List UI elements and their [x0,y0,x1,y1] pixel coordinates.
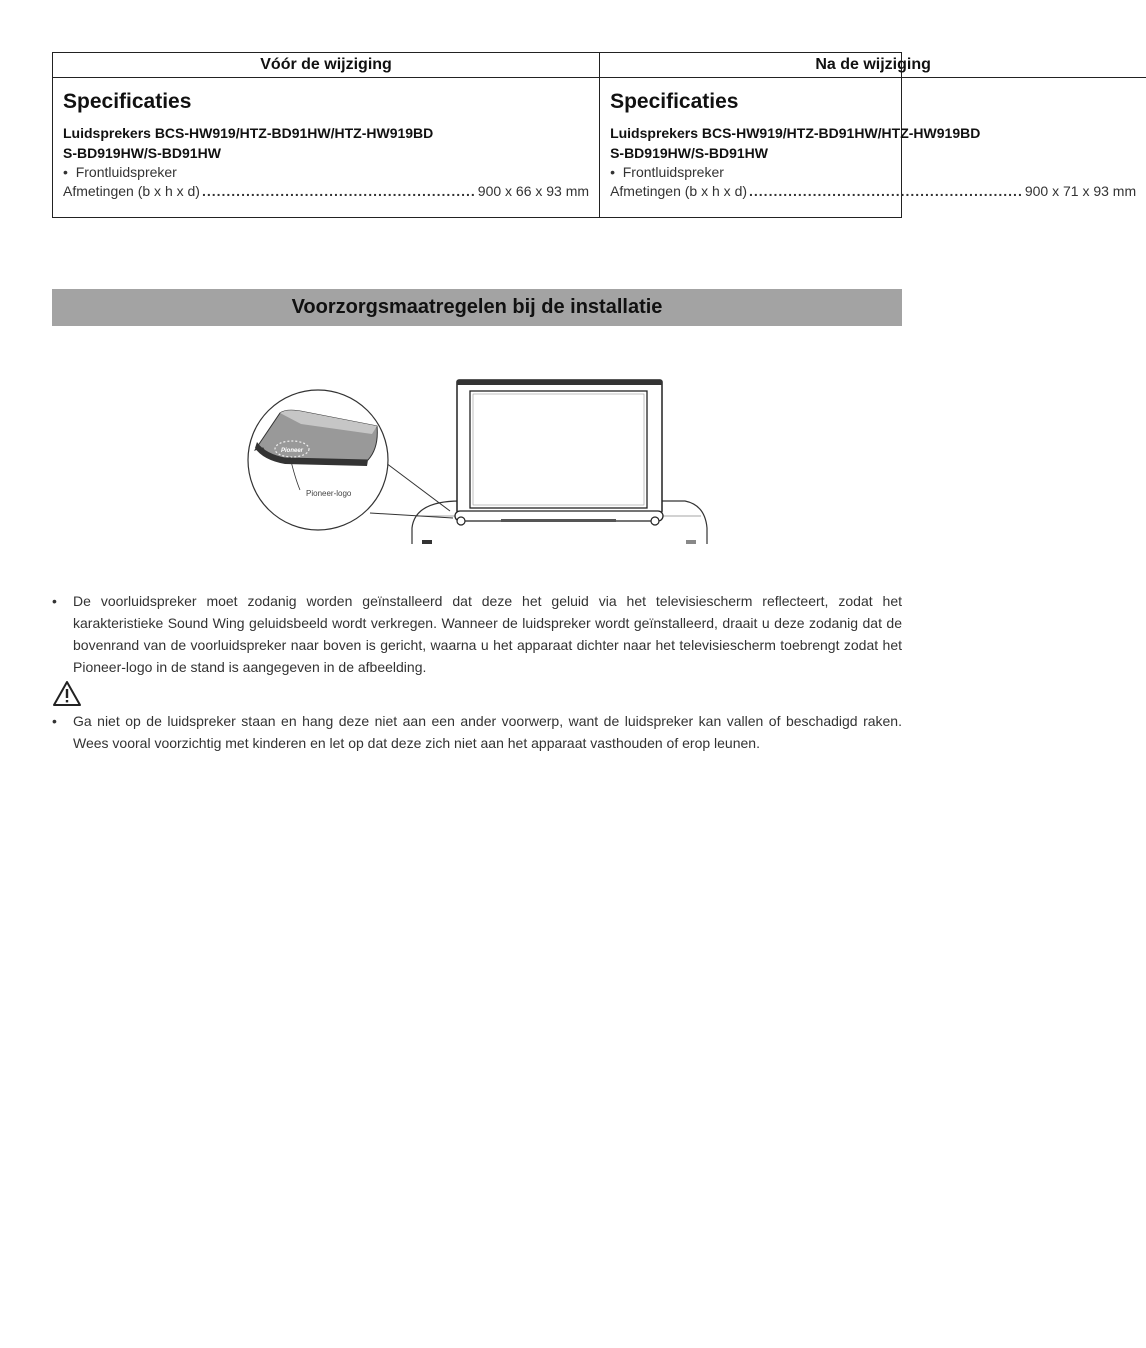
after-header: Na de wijziging [600,53,1146,78]
after-column [599,53,1146,217]
pioneer-logo-callout: Pioneer-logo [306,489,352,498]
warning-note [52,710,902,754]
installation-note [52,590,902,678]
before-item-bullet: • [63,164,68,180]
warning-note-text: Ga niet op de luidspreker staan en hang deze niet aan een ander voorwerp, want de luidspreker kan vallen of beschadigd raken. Wees vooral voorzichtig met kinderen en let op dat deze zich niet aan het apparaat vasthouden of erop leunen. [73,713,902,751]
after-models-line1: Luidsprekers BCS-HW919/HTZ-BD91HW/HTZ-HW919BD [610,125,981,141]
spec-comparison-table [52,52,1137,218]
before-header: Vóór de wijziging [53,53,599,78]
warning-triangle-icon [52,680,82,708]
before-body [53,78,599,201]
after-body [600,78,1146,201]
after-title: Specificaties [610,90,739,113]
installation-illustration [245,378,710,548]
bullet: • [52,713,57,729]
before-dimensions [63,182,589,201]
before-models-line2: S-BD919HW/S-BD91HW [63,145,221,161]
before-dim-label: Afmetingen (b x h x d) [63,183,200,199]
detail-magnifier [248,390,388,530]
before-column [53,53,599,217]
before-models-line1: Luidsprekers BCS-HW919/HTZ-BD91HW/HTZ-HW919BD [63,125,434,141]
after-dim-value: 900 x 71 x 93 mm [1024,183,1137,199]
after-item [610,163,1136,182]
installation-note-text: De voorluidspreker moet zodanig worden geïnstalleerd dat deze het geluid via het televisiescherm reflecteert, zodat het karakteristieke Sound Wing geluidsbeeld wordt verkregen. Wanneer de luidspreker wordt geïnstalleerd, draait u deze zodanig dat de bovenrand van de voorluidspreker naar boven is gericht, waarna u het apparaat dichter naar het televisiescherm toebrengt zodat het Pioneer-logo in de stand is aangegeven in de afbeelding. [73,593,902,675]
after-dimensions [610,182,1136,201]
television-drawing [457,380,662,513]
section-heading: Voorzorgsmaatregelen bij de installatie [52,289,902,326]
after-dim-label: Afmetingen (b x h x d) [610,183,748,199]
after-item-text: Frontluidspreker [622,164,724,180]
before-title: Specificaties [63,90,192,113]
after-models-line2: S-BD919HW/S-BD91HW [610,145,768,161]
dot-leader: ........................................................ [201,183,476,199]
bullet: • [52,593,57,609]
before-item-text: Frontluidspreker [75,164,177,180]
speaker-logo-text: Pioneer [281,448,304,454]
after-item-bullet: • [610,164,615,180]
before-item [63,163,589,182]
before-dim-value: 900 x 66 x 93 mm [477,183,590,199]
dot-leader: ........................................................ [749,183,1023,199]
